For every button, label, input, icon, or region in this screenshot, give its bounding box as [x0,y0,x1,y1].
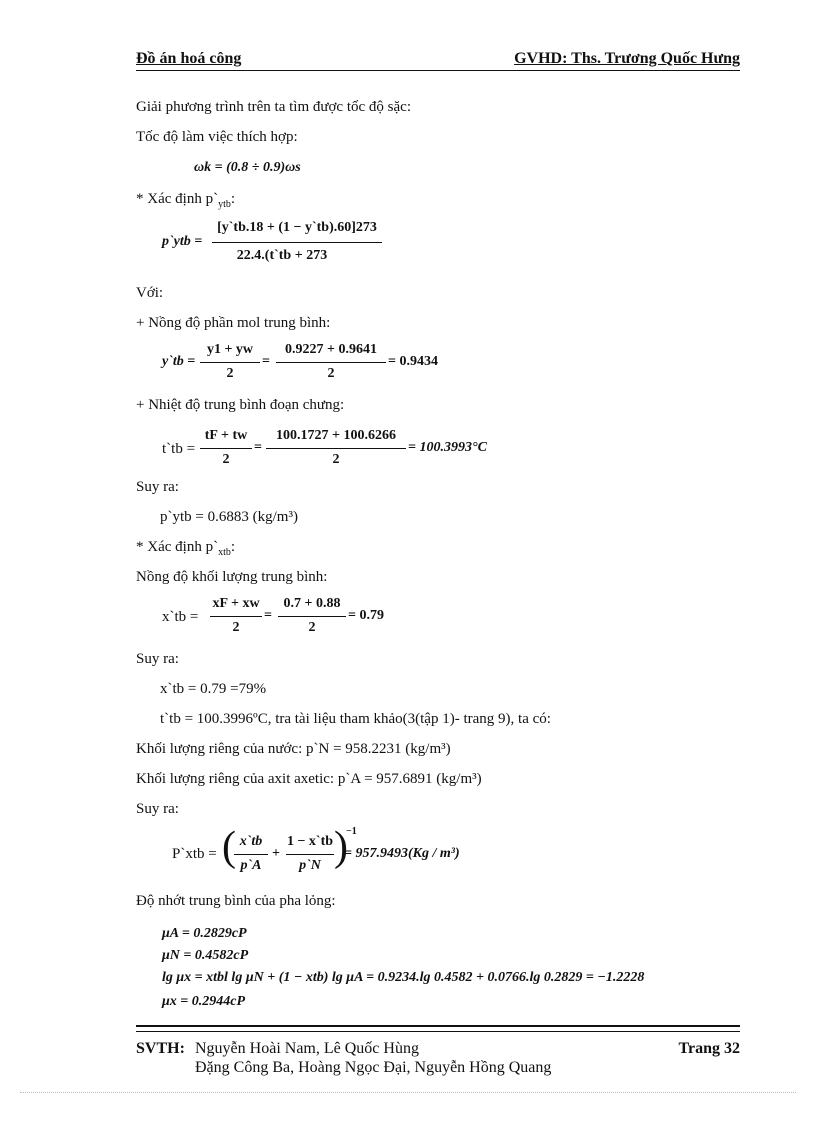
paragraph-heading [136,190,235,214]
heading-text: * Xác định p` [136,539,219,555]
equation-viscosity-x: μx = 0.2944cP [162,994,246,1009]
equation-velocity: ωk = (0.8 ÷ 0.9)ωs [194,160,301,175]
plus-sign: + [272,846,280,861]
equation-lhs: t`tb = [162,441,196,457]
paragraph: Khối lượng riêng của axit axetic: p`A = 957.6891 (kg/m³) [136,771,482,787]
paragraph: Suy ra: [136,651,179,667]
fraction-bar [286,854,334,855]
footer-rule-thick [136,1025,740,1027]
fraction-numerator: 0.9227 + 0.9641 [285,342,377,357]
fraction-numerator: [y`tb.18 + (1 − y`tb).60]273 [217,220,377,235]
paragraph: Với: [136,285,164,301]
equals-sign: = [254,440,262,455]
fraction-bar [212,242,382,243]
fraction-bar [210,616,262,617]
fraction-numerator: 0.7 + 0.88 [283,596,341,611]
equation-lhs: y`tb = [162,354,196,369]
equation-lhs: P`xtb = [172,846,217,862]
equation-lhs: p`ytb = [162,234,203,249]
result-line: t`tb = 100.3996ºC, tra tài liệu tham khảo(3(tập 1)- trang 9), ta có: [160,711,551,727]
paragraph: + Nồng độ phần mol trung bình: [136,315,331,331]
heading-colon: : [230,191,236,207]
paragraph: Tốc độ làm việc thích hợp: [136,129,298,145]
equation-result: = 0.9434 [388,354,438,369]
heading-subscript: ytb [218,199,231,210]
equation-result: = 957.9493(Kg / m³) [344,846,460,861]
fraction-denominator: 2 [327,366,335,381]
footer-authors-line2: Đặng Công Ba, Hoàng Ngọc Đại, Nguyễn Hồng Quang [195,1059,552,1076]
equals-sign: = [264,608,272,623]
fraction-denominator: 2 [332,452,340,467]
fraction-numerator: 1 − x`tb [286,834,334,849]
fraction-bar [278,616,346,617]
paragraph: Suy ra: [136,479,179,495]
heading-subscript: xtb [218,547,231,558]
fraction-denominator: 2 [308,620,316,635]
right-paren: ) [334,824,348,870]
fraction-bar [266,448,406,449]
fraction-denominator: 22.4.(t`tb + 273 [236,248,328,263]
footer-rule-thin [136,1031,740,1032]
header-left-title: Đồ án hoá công [136,50,242,67]
equation-viscosity-n: μN = 0.4582cP [162,948,249,963]
equation-result: = 0.79 [348,608,384,623]
header-right-supervisor: GVHD: Ths. Trương Quốc Hưng [514,50,740,67]
fraction-denominator: 2 [226,366,234,381]
fraction-bar [234,854,268,855]
fraction-denominator: 2 [232,620,240,635]
paragraph: Suy ra: [136,801,179,817]
paragraph-heading [136,538,235,562]
equals-sign: = [262,354,270,369]
paragraph: Nồng độ khối lượng trung bình: [136,569,328,585]
equation-viscosity-log: lg μx = xtbl lg μN + (1 − xtb) lg μA = 0.9234.lg 0.4582 + 0.0766.lg 0.2829 = −1.2228 [162,970,645,985]
heading-colon: : [230,539,236,555]
paragraph: + Nhiệt độ trung bình đoạn chưng: [136,397,345,413]
fraction-bar [276,362,386,363]
footer-label: SVTH: [136,1040,185,1057]
fraction-numerator: x`tb [239,834,263,849]
fraction-denominator: p`A [240,858,262,873]
result-line: p`ytb = 0.6883 (kg/m³) [160,509,298,525]
paragraph: Giải phương trình trên ta tìm được tốc độ sặc: [136,99,411,115]
result-line: x`tb = 0.79 =79% [160,681,267,697]
page-number: Trang 32 [678,1040,740,1057]
page-edge-divider [20,1092,796,1093]
heading-text: * Xác định p` [136,191,219,207]
fraction-denominator: 2 [222,452,230,467]
footer-authors-line1: Nguyễn Hoài Nam, Lê Quốc Hùng [195,1040,419,1057]
fraction-numerator: xF + xw [212,596,260,611]
left-paren: ( [222,824,236,870]
header-rule [136,70,740,71]
fraction-numerator: tF + tw [204,428,248,443]
fraction-numerator: 100.1727 + 100.6266 [276,428,396,443]
equation-result: = 100.3993°C [408,440,487,455]
fraction-denominator: p`N [299,858,321,873]
exponent: −1 [346,826,357,837]
paragraph: Độ nhớt trung bình của pha lỏng: [136,893,336,909]
paragraph: Khối lượng riêng của nước: p`N = 958.2231 (kg/m³) [136,741,451,757]
fraction-bar [200,448,252,449]
equation-lhs: x`tb = [162,609,199,625]
fraction-numerator: y1 + yw [206,342,254,357]
fraction-bar [200,362,260,363]
equation-viscosity-a: μA = 0.2829cP [162,926,247,941]
